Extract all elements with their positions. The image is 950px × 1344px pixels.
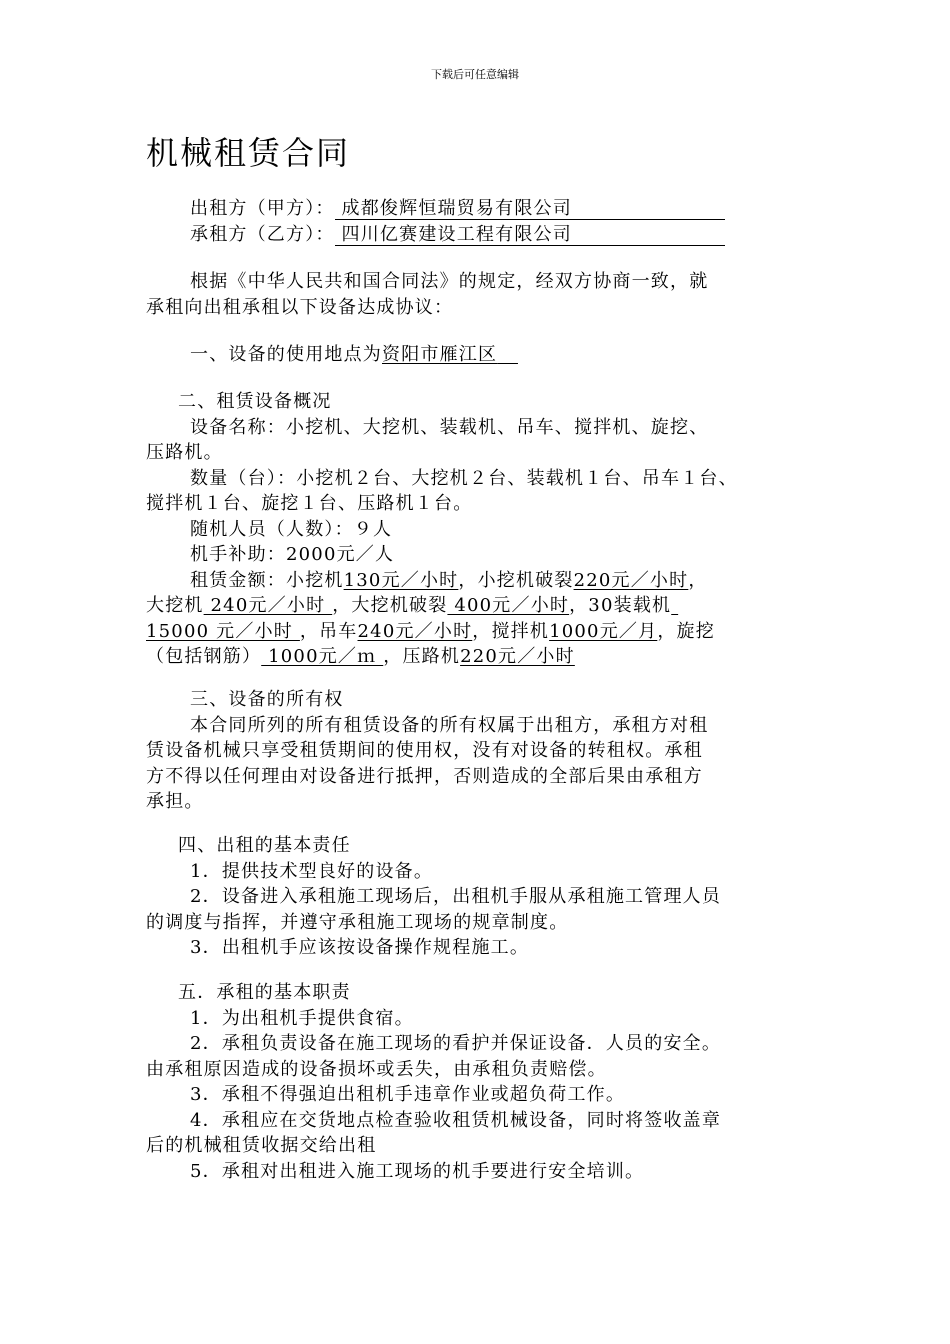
list-item: 3．承租不得强迫出租机手违章作业或超负荷工作。 <box>190 1084 626 1105</box>
rate-small-excavator-breaker: 220元／小时 <box>573 569 689 591</box>
section-2-heading: 二、租赁设备概况 <box>178 391 332 412</box>
lessee-line <box>146 222 826 248</box>
lessee-name: 四川亿赛建设工程有限公司 <box>335 225 725 246</box>
section-4-heading: 四、出租的基本责任 <box>178 835 351 856</box>
section-1-prefix: 一、设备的使用地点为 <box>190 344 382 365</box>
section-2 <box>146 389 826 670</box>
lessee-label: 承租方（乙方）： <box>190 223 335 245</box>
parties-block <box>146 196 826 247</box>
intro-line: 承租向出租承租以下设备达成协议： <box>146 296 454 318</box>
header-note: 下载后可任意编辑 <box>431 68 519 81</box>
list-item: 1．提供技术型良好的设备。 <box>190 860 434 882</box>
rate-small-excavator: 130元／小时 <box>343 569 459 591</box>
list-item: 4．承租应在交货地点检查验收租赁机械设备，同时将签收盖章 <box>190 1109 722 1131</box>
equipment-quantity: 数量（台）：小挖机２台、大挖机２台、装载机１台、吊车１台、 <box>190 467 738 489</box>
section-3-text: 赁设备机械只享受租赁期间的使用权，没有对设备的转租权。承租 <box>146 740 703 761</box>
list-item: 由承租原因造成的设备损坏或丢失，由承租负责赔偿。 <box>146 1058 607 1080</box>
lessor-line <box>146 196 826 222</box>
list-item: 1．为出租机手提供食宿。 <box>190 1007 414 1029</box>
rate-loader: 15000 元／小时 <box>146 620 300 642</box>
operator-subsidy: 机手补助：2000元／人 <box>190 544 395 565</box>
section-4 <box>146 833 826 961</box>
lessor-name: 成都俊辉恒瑞贸易有限公司 <box>335 199 725 220</box>
intro-paragraph <box>146 269 826 320</box>
rate-road-roller: 220元／小时 <box>460 646 575 667</box>
rent-line: （包括钢筋） 1000元／ｍ ，压路机220元／小时 <box>146 646 575 667</box>
list-item: 的调度与指挥，并遵守承租施工现场的规章制度。 <box>146 911 569 933</box>
section-1 <box>146 342 826 368</box>
section-5 <box>146 980 826 1184</box>
equipment-names: 压路机。 <box>146 442 223 463</box>
list-item: 5．承租对出租进入施工现场的机手要进行安全培训。 <box>190 1160 645 1182</box>
rent-line: 大挖机 240元／小时 ，大挖机破裂 400元／小时，30装载机 <box>146 595 672 616</box>
list-item: 2．承租负责设备在施工现场的看护并保证设备．人员的安全。 <box>190 1033 722 1054</box>
intro-line: 根据《中华人民共和国合同法》的规定，经双方协商一致，就 <box>190 271 709 292</box>
rate-large-excavator-breaker: 400元／小时 <box>447 595 570 616</box>
rate-rotary-drill: 1000元／ｍ <box>261 646 384 667</box>
usage-location: 资阳市雁江区 <box>382 344 498 365</box>
section-1-line <box>146 342 826 368</box>
staff-count: 随机人员（人数）：９人 <box>190 518 393 540</box>
rate-mixer: 1000元／月 <box>549 620 658 642</box>
document-title: 机械租赁合同 <box>146 134 351 172</box>
lessor-label: 出租方（甲方）： <box>190 198 335 219</box>
section-3-heading: 三、设备的所有权 <box>190 689 344 710</box>
list-item: 2．设备进入承租施工现场后，出租机手服从承租施工管理人员 <box>190 886 722 907</box>
rent-line: 15000 元／小时 ，吊车240元／小时，搅拌机1000元／月，旋挖 <box>146 620 715 642</box>
rate-large-excavator: 240元／小时 <box>203 595 333 616</box>
section-3-text: 承担。 <box>146 791 204 812</box>
section-3-text: 本合同所列的所有租赁设备的所有权属于出租方，承租方对租 <box>190 714 709 736</box>
rate-crane: 240元／小时 <box>357 620 473 642</box>
section-5-heading: 五．承租的基本职责 <box>178 982 351 1003</box>
list-item: 3．出租机手应该按设备操作规程施工。 <box>190 937 530 958</box>
section-3-text: 方不得以任何理由对设备进行抵押，否则造成的全部后果由承租方 <box>146 765 703 787</box>
equipment-names: 设备名称：小挖机、大挖机、装载机、吊车、搅拌机、旋挖、 <box>190 416 709 438</box>
rent-line: 租赁金额：小挖机130元／小时，小挖机破裂220元／小时， <box>190 569 708 591</box>
equipment-quantity: 搅拌机１台、旋挖１台、压路机１台。 <box>146 493 473 514</box>
section-3 <box>146 687 826 815</box>
list-item: 后的机械租赁收据交给出租 <box>146 1135 377 1156</box>
